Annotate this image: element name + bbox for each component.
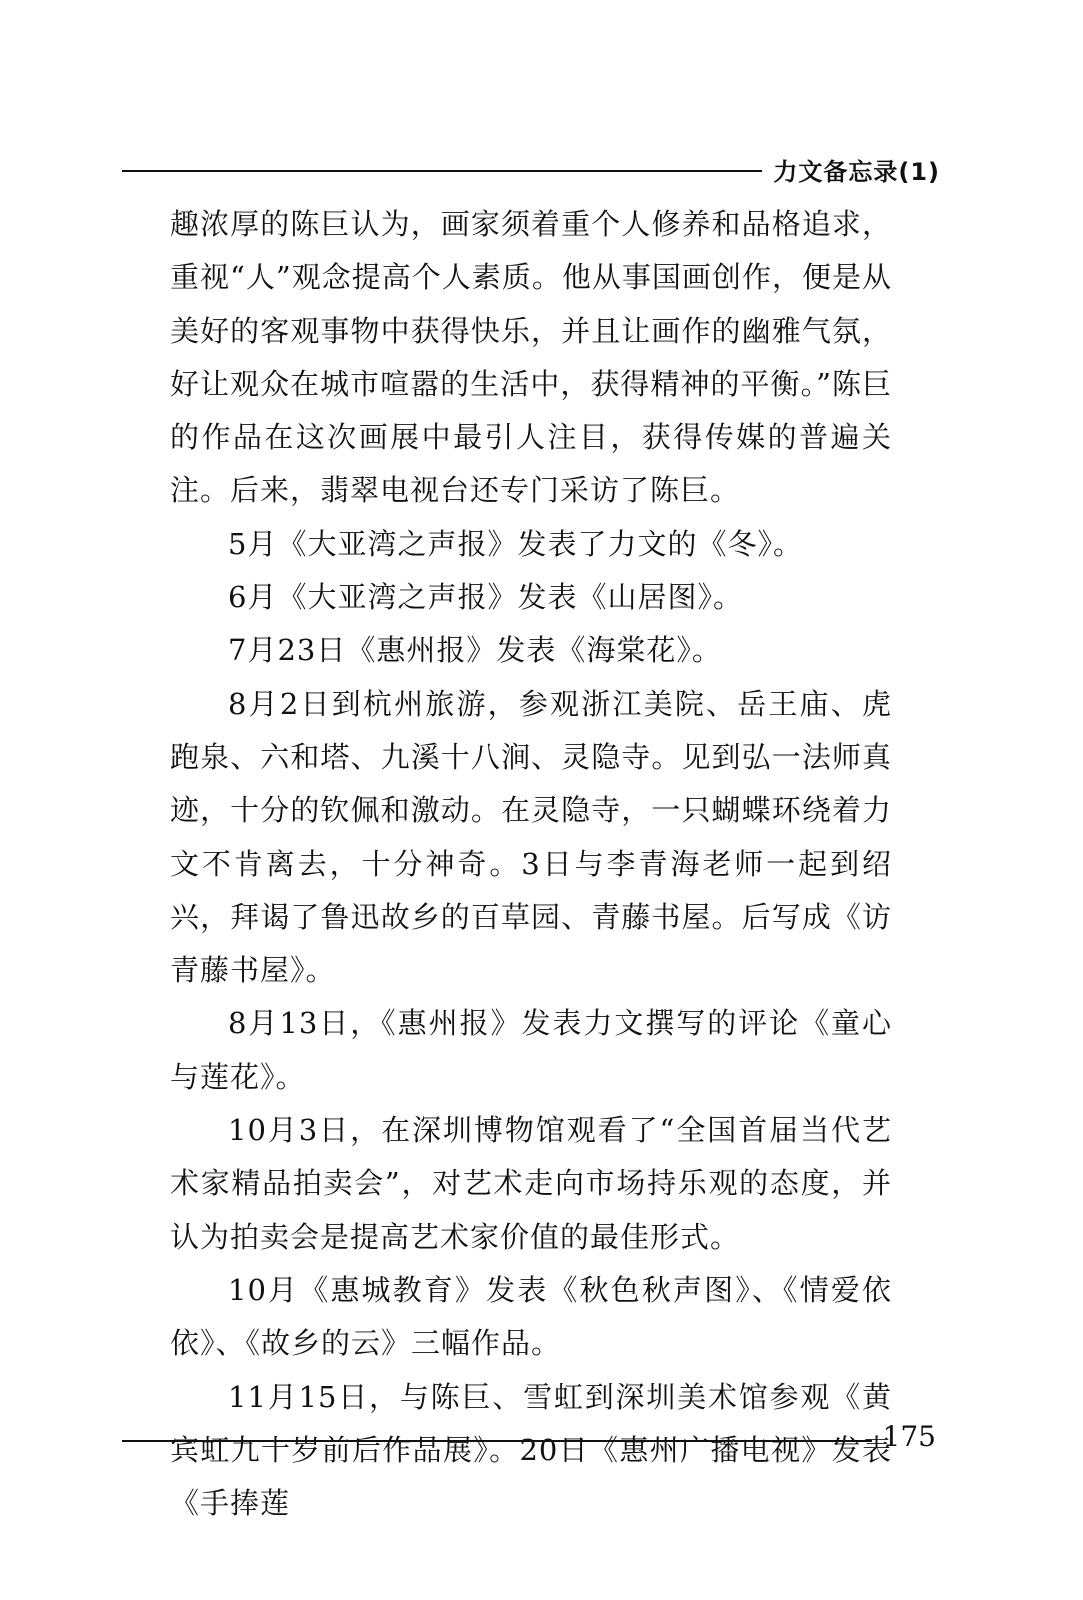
header-rule [122, 170, 762, 172]
paragraph: 6月《大亚湾之声报》发表《山居图》。 [228, 580, 743, 615]
running-header [122, 148, 940, 188]
page-number: 175 [882, 1420, 936, 1453]
paragraph: 5月《大亚湾之声报》发表了力文的《冬》。 [228, 526, 803, 561]
paragraph: 10月3日，在深圳博物馆观看了“全国首届当代艺术家精品拍卖会”，对艺术走向市场持乐观的态度，并认为拍卖会是提高艺术家价值的最佳形式。 [170, 1113, 892, 1254]
running-title: 力文备忘录(1) [773, 158, 940, 186]
paragraph: 7月23日《惠州报》发表《海棠花》。 [228, 633, 722, 668]
paragraph: 11月15日，与陈巨、雪虹到深圳美术馆参观《黄宾虹九十岁前后作品展》。20日《惠州广播电视》发表《手捧莲 [170, 1379, 892, 1521]
paragraph: 8月13日，《惠州报》发表力文撰写的评论《童心与莲花》。 [170, 1006, 892, 1094]
page-footer [122, 1418, 940, 1458]
paragraph-continued: 趣浓厚的陈巨认为，画家须着重个人修养和品格追求，重视“人”观念提高个人素质。他从事国画创作，便是从美好的客观事物中获得快乐，并且让画作的幽雅气氛，好让观众在城市喧嚣的生活中，获得精神的平衡。”陈巨的作品在这次画展中最引人注目，获得传媒的普遍关注。后来，翡翠电视台还专门采访了陈巨。 [170, 207, 892, 508]
footer-rule [122, 1440, 872, 1442]
paragraph: 10月《惠城教育》发表《秋色秋声图》、《情爱依依》、《故乡的云》三幅作品。 [170, 1272, 892, 1361]
paragraph: 8月2日到杭州旅游，参观浙江美院、岳王庙、虎跑泉、六和塔、九溪十八涧、灵隐寺。见到弘一法师真迹，十分的钦佩和激动。在灵隐寺，一只蝴蝶环绕着力文不肯离去，十分神奇。3日与李青海老师一起到绍兴，拜谒了鲁迅故乡的百草园、青藤书屋。后写成《访青藤书屋》。 [170, 686, 892, 988]
body-text [170, 198, 892, 1530]
